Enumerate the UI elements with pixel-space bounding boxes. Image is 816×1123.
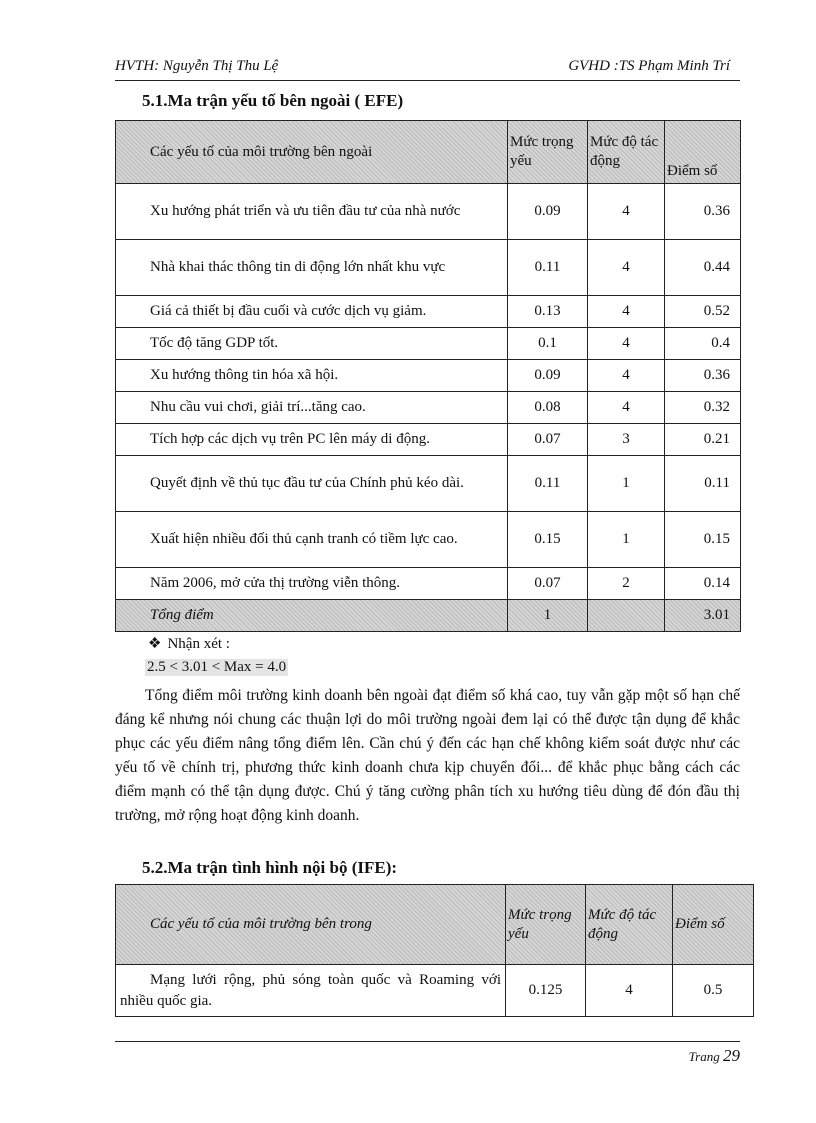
table-row <box>116 512 741 568</box>
page-number <box>689 1046 740 1066</box>
weight-cell: 0.09 <box>508 360 588 392</box>
efe-section-title: 5.1.Ma trận yếu tố bên ngoài ( EFE) <box>142 91 404 110</box>
weight-cell: 0.09 <box>508 184 588 240</box>
efe-header-row <box>116 121 741 184</box>
advisor-name: GVHD :TS Phạm Minh Trí <box>568 58 730 74</box>
impact-cell: 3 <box>588 424 665 456</box>
impact-cell: 4 <box>588 360 665 392</box>
impact-cell: 4 <box>588 184 665 240</box>
impact-cell: 1 <box>588 456 665 512</box>
factor-cell: Năm 2006, mở cửa thị trường viễn thông. <box>116 568 508 600</box>
weight-cell: 0.11 <box>508 240 588 296</box>
factor-cell: Xuất hiện nhiều đối thủ cạnh tranh có tiềm lực cao. <box>116 512 508 568</box>
ife-col-weight: Mức trọng yếu <box>506 885 586 965</box>
score-cell: 0.36 <box>665 184 741 240</box>
table-row <box>116 965 754 1017</box>
score-cell: 0.44 <box>665 240 741 296</box>
footer-divider <box>115 1041 740 1042</box>
total-weight: 1 <box>508 600 588 632</box>
weight-cell: 0.125 <box>506 965 586 1017</box>
score-cell: 0.32 <box>665 392 741 424</box>
total-label: Tổng điểm <box>116 600 508 632</box>
score-cell: 0.4 <box>665 328 741 360</box>
efe-col-score: Điểm số <box>665 121 741 184</box>
ife-col-impact: Mức độ tác động <box>586 885 673 965</box>
weight-cell: 0.07 <box>508 568 588 600</box>
efe-total-row <box>116 600 741 632</box>
table-row <box>116 456 741 512</box>
score-cell: 0.52 <box>665 296 741 328</box>
table-row <box>116 240 741 296</box>
ife-header-row <box>116 885 754 965</box>
impact-cell: 4 <box>586 965 673 1017</box>
weight-cell: 0.11 <box>508 456 588 512</box>
factor-cell: Nhà khai thác thông tin di động lớn nhất khu vực <box>116 240 508 296</box>
score-inequality: 2.5 < 3.01 < Max = 4.0 <box>147 659 287 675</box>
score-cell: 0.36 <box>665 360 741 392</box>
note-heading <box>148 634 230 653</box>
factor-cell: Mạng lưới rộng, phủ sóng toàn quốc và Roaming với nhiều quốc gia. <box>116 965 506 1017</box>
weight-cell: 0.13 <box>508 296 588 328</box>
factor-cell: Xu hướng phát triển và ưu tiên đầu tư của nhà nước <box>116 184 508 240</box>
factor-cell: Nhu cầu vui chơi, giải trí...tăng cao. <box>116 392 508 424</box>
impact-cell: 4 <box>588 392 665 424</box>
student-name: HVTH: Nguyễn Thị Thu Lệ <box>115 58 279 74</box>
table-row <box>116 424 741 456</box>
table-row <box>116 568 741 600</box>
ife-col-score: Điểm số <box>673 885 754 965</box>
analysis-paragraph: Tổng điểm môi trường kinh doanh bên ngoài đạt điểm số khá cao, tuy vẫn gặp một số hạn chế đáng kể nhưng nói chung các thuận lợi do môi trường ngoài đem lại có thể được tận dụng để khắc phục các yếu điểm nâng tổng điểm lên. Cần chú ý đến các hạn chế không kiểm soát được như các yếu tố về chính trị, phương thức kinh doanh chưa kịp chuyển đổi... để khắc phục bằng cách các điểm mạnh có thể tận dụng được. Chú ý tăng cường phân tích xu hướng tiêu dùng để đón đầu thị trường, mở rộng hoạt động kinh doanh. <box>115 687 740 824</box>
score-cell: 0.11 <box>665 456 741 512</box>
impact-cell: 4 <box>588 296 665 328</box>
total-score: 3.01 <box>665 600 741 632</box>
page-label: Trang <box>688 1049 720 1064</box>
impact-cell: 2 <box>588 568 665 600</box>
efe-table <box>115 120 741 632</box>
ife-section-title: 5.2.Ma trận tình hình nội bộ (IFE): <box>142 858 398 877</box>
efe-col-weight: Mức trọng yếu <box>508 121 588 184</box>
impact-cell: 4 <box>588 240 665 296</box>
score-cell: 0.21 <box>665 424 741 456</box>
total-impact-empty <box>588 600 665 632</box>
weight-cell: 0.08 <box>508 392 588 424</box>
diamond-bullet-icon: ❖ <box>148 636 162 652</box>
table-row <box>116 360 741 392</box>
table-row <box>116 296 741 328</box>
impact-cell: 4 <box>588 328 665 360</box>
ife-table <box>115 884 754 1017</box>
page-header <box>115 58 740 81</box>
efe-col-factor: Các yếu tố của môi trường bên ngoài <box>116 121 508 184</box>
factor-cell: Tích hợp các dịch vụ trên PC lên máy di động. <box>116 424 508 456</box>
table-row <box>116 184 741 240</box>
weight-cell: 0.07 <box>508 424 588 456</box>
weight-cell: 0.1 <box>508 328 588 360</box>
ife-col-factor: Các yếu tố của môi trường bên trong <box>116 885 506 965</box>
note-heading-text: Nhận xét : <box>167 636 230 652</box>
factor-cell: Xu hướng thông tin hóa xã hội. <box>116 360 508 392</box>
factor-cell: Quyết định về thủ tục đầu tư của Chính phủ kéo dài. <box>116 456 508 512</box>
score-cell: 0.15 <box>665 512 741 568</box>
impact-cell: 1 <box>588 512 665 568</box>
weight-cell: 0.15 <box>508 512 588 568</box>
page-number-value: 29 <box>723 1046 740 1065</box>
score-cell: 0.14 <box>665 568 741 600</box>
factor-cell: Giá cả thiết bị đầu cuối và cước dịch vụ giảm. <box>116 296 508 328</box>
table-row <box>116 328 741 360</box>
efe-col-impact: Mức độ tác động <box>588 121 665 184</box>
table-row <box>116 392 741 424</box>
factor-cell: Tốc độ tăng GDP tốt. <box>116 328 508 360</box>
score-cell: 0.5 <box>673 965 754 1017</box>
